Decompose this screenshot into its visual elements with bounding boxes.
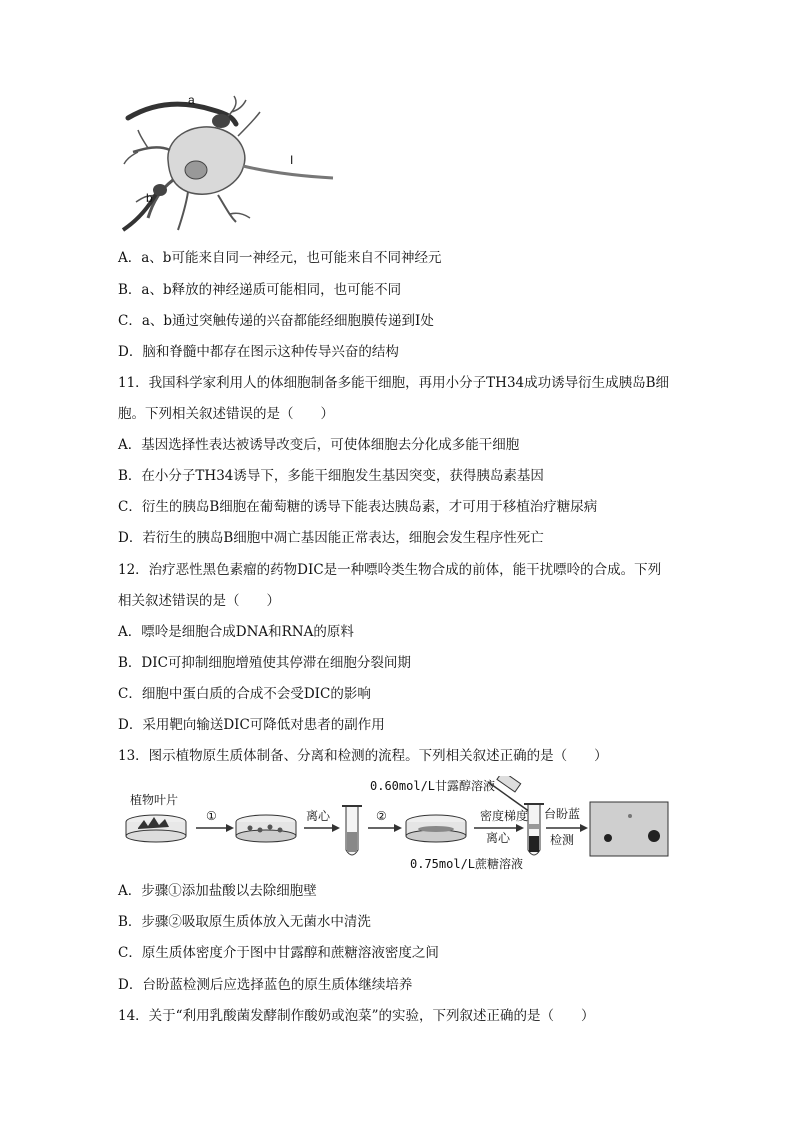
centrifuge-label: 离心	[306, 809, 331, 823]
q12-option-b: B．DIC可抑制细胞增殖使其停滞在细胞分裂间期	[118, 655, 411, 671]
sucrose-label: 0.75mol/L蔗糖溶液	[410, 857, 524, 871]
q11-option-b: B．在小分子TH34诱导下，多能干细胞发生基因突变，获得胰岛素基因	[118, 468, 544, 484]
q12-option-c: C．细胞中蛋白质的合成不会受DIC的影响	[118, 686, 371, 702]
step-1-label: ①	[206, 809, 217, 823]
q10-option-b: B．a、b释放的神经递质可能相同，也可能不同	[118, 282, 402, 298]
q14-stem: 14．关于“利用乳酸菌发酵制作酸奶或泡菜”的实验，下列叙述正确的是（ ）	[118, 1008, 595, 1024]
label-b: b	[146, 191, 153, 205]
q11-option-a: A．基因选择性表达被诱导改变后，可使体细胞去分化成多能干细胞	[118, 437, 520, 453]
label-a: a	[188, 93, 195, 107]
q13-option-a: A．步骤①添加盐酸以去除细胞壁	[118, 883, 317, 899]
label-I: I	[290, 153, 294, 167]
q12-option-a: A．嘌呤是细胞合成DNA和RNA的原料	[118, 624, 354, 640]
leaf-label: 植物叶片	[130, 793, 179, 807]
q12-stem-line2: 相关叙述错误的是（ ）	[118, 593, 280, 609]
density-gradient-label: 密度梯度	[480, 809, 529, 823]
q13-option-b: B．步骤②吸取原生质体放入无菌水中清洗	[118, 914, 371, 930]
q13-option-c: C．原生质体密度介于图中甘露醇和蔗糖溶液密度之间	[118, 945, 439, 961]
q10-option-a: A．a、b可能来自同一神经元，也可能来自不同神经元	[118, 250, 442, 266]
q12-option-d: D．采用靶向输送DIC可降低对患者的副作用	[118, 717, 385, 733]
stain-label-line1: 台盼蓝	[544, 807, 581, 821]
q10-option-c: C．a、b通过突触传递的兴奋都能经细胞膜传递到Ⅰ处	[118, 313, 434, 329]
q10-option-d: D．脑和脊髓中都存在图示这种传导兴奋的结构	[118, 344, 399, 360]
neuron-figure	[118, 90, 338, 240]
q13-option-d: D．台盼蓝检测后应选择蓝色的原生质体继续培养	[118, 977, 413, 993]
q11-option-c: C．衍生的胰岛B细胞在葡萄糖的诱导下能表达胰岛素，才可用于移植治疗糖尿病	[118, 499, 598, 515]
q12-stem-line1: 12．治疗恶性黑色素瘤的药物DIC是一种嘌呤类生物合成的前体，能干扰嘌呤的合成。下列	[118, 562, 662, 578]
stain-label-line2: 检测	[550, 833, 575, 847]
protoplast-flow-figure	[118, 776, 670, 876]
q11-stem-line1: 11．我国科学家利用人的体细胞制备多能干细胞，再用小分子TH34成功诱导衍生成胰岛B细	[118, 375, 670, 391]
q11-stem-line2: 胞。下列相关叙述错误的是（ ）	[118, 406, 334, 422]
mannitol-label: 0.60mol/L甘露醇溶液	[370, 779, 496, 793]
centrifuge2-label: 离心	[486, 831, 511, 845]
q11-option-d: D．若衍生的胰岛B细胞中凋亡基因能正常表达，细胞会发生程序性死亡	[118, 530, 544, 546]
step-2-label: ②	[376, 809, 387, 823]
q13-stem: 13．图示植物原生质体制备、分离和检测的流程。下列相关叙述正确的是（ ）	[118, 748, 608, 764]
